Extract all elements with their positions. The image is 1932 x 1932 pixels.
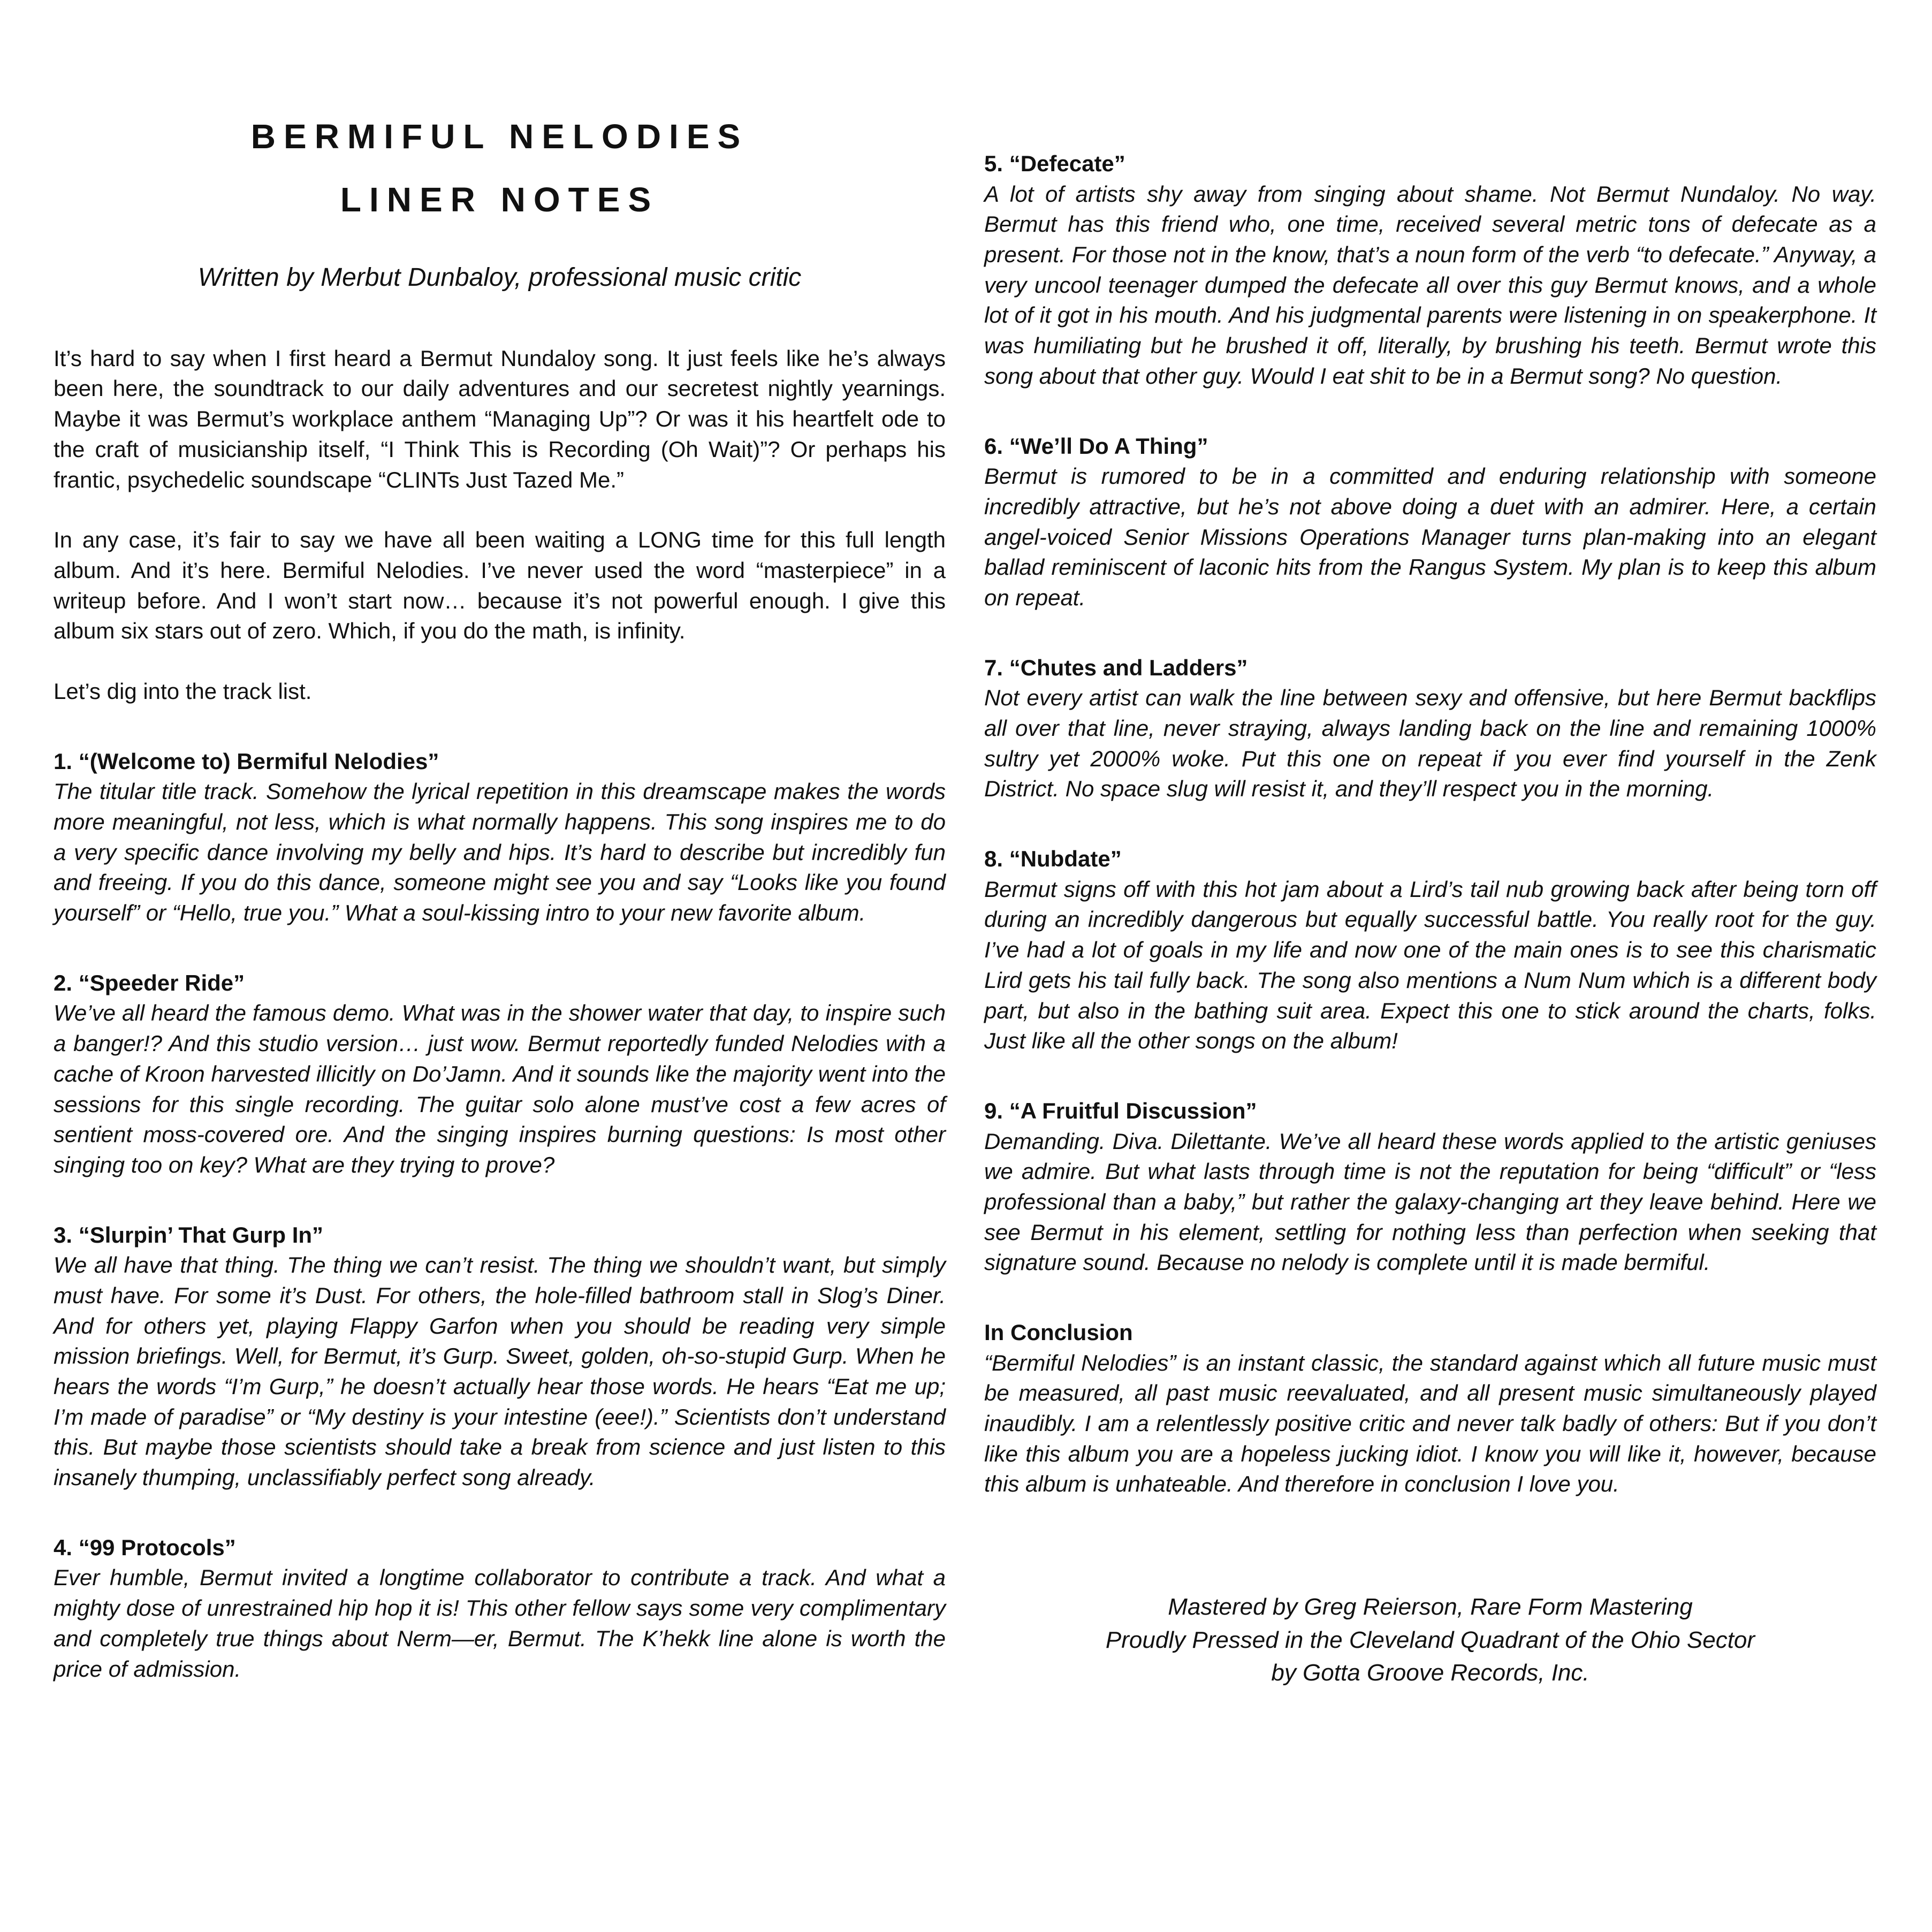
track-section-4 [54, 1533, 946, 1684]
conclusion-body: “Bermiful Nelodies” is an instant classic, the standard against which all future music must be measured, all past music reevaluated, and all present music simultaneously played inaudibly. I am a relentlessly positive critic and never talk badly of others: But if you don’t like this album you are a hopeless jucking idiot. I know you will like it, however, because this album is unhateable. And therefore in conclusion I love you. [984, 1350, 1876, 1497]
track-heading-7: 7. “Chutes and Ladders” [984, 655, 1248, 680]
album-title-line2: LINER NOTES [340, 180, 659, 219]
track-heading-1: 1. “(Welcome to) Bermiful Nelodies” [54, 748, 439, 774]
intro-paragraph-3: Let’s dig into the track list. [54, 678, 312, 704]
conclusion-heading: In Conclusion [984, 1320, 1133, 1345]
track-heading-5: 5. “Defecate” [984, 151, 1125, 176]
track-heading-2: 2. “Speeder Ride” [54, 970, 245, 995]
track-section-7 [984, 653, 1876, 804]
credit-line-2: Proudly Pressed in the Cleveland Quadrant of the Ohio Sector [1105, 1626, 1755, 1653]
track-heading-8: 8. “Nubdate” [984, 846, 1122, 872]
album-title-line1: BERMIFUL NELODIES [250, 117, 749, 156]
album-title [54, 105, 946, 232]
intro-paragraph-1: It’s hard to say when I first heard a Bermut Nundaloy song. It just feels like he’s always been here, the soundtrack to our daily adventures and our secretest nightly yearnings. Maybe it was Bermut’s workplace anthem “Managing Up”? Or was it his heartfelt ode to the craft of musicianship itself, “I Think This is Recording (Oh Wait)”? Or perhaps his frantic, psychedelic soundscape “CLINTs Just Tazed Me.” [54, 345, 946, 492]
track-section-5 [984, 149, 1876, 392]
credit-line-1: Mastered by Greg Reierson, Rare Form Mastering [1168, 1594, 1693, 1621]
track-description-4: Ever humble, Bermut invited a longtime collaborator to contribute a track. And what a mighty dose of unrestrained hip hop it is! This other fellow says some very complimentary and completely true things about Nerm—er, Bermut. The K’hekk line alone is worth the price of admission. [54, 1565, 946, 1682]
intro-paragraph-2: In any case, it’s fair to say we have all been waiting a LONG time for this full length album. And it’s here. Bermiful Nelodies. I’ve never used the word “masterpiece” in a writeup before. And I won’t start now… because it’s not powerful enough. I give this album six stars out of zero. Which, if you do the math, is infinity. [54, 527, 946, 644]
track-description-5: A lot of artists shy away from singing about shame. Not Bermut Nundaloy. No way. Bermut has this friend who, one time, received several metric tons of defecate as a present. For those not in the know, that’s a noun form of the verb “to defecate.” Anyway, a very uncool teenager dumped the defecate all over this guy Bermut knows, and a whole lot of it got in his mouth. And his judgmental parents were listening in on speakerphone. It was humiliating but he brushed it off, literally, by brushing his teeth. Bermut wrote this song about that other guy. Would I eat shit to be in a Bermut song? No question. [984, 181, 1876, 389]
track-description-6: Bermut is rumored to be in a committed and enduring relationship with someone incredibly attractive, but he’s not above doing a duet with an admirer. Here, a certain angel-voiced Senior Missions Operations Manager turns plan-making into an elegant ballad reminiscent of laconic hits from the Rangus System. My plan is to keep this album on repeat. [984, 463, 1876, 610]
credit-line-3: by Gotta Groove Records, Inc. [1271, 1660, 1589, 1686]
track-section-3 [54, 1220, 946, 1493]
right-column [984, 105, 1876, 1911]
track-heading-6: 6. “We’ll Do A Thing” [984, 433, 1208, 459]
track-section-2 [54, 968, 946, 1181]
mastering-credits [984, 1591, 1876, 1690]
track-section-9 [984, 1096, 1876, 1278]
track-description-2: We’ve all heard the famous demo. What was in the shower water that day, to inspire such a banger!? And this studio version… just wow. Bermut reportedly funded Nelodies with a cache of Kroon harvested illicitly on Do’Jamn. And it sounds like the majority went into the sessions for this single recording. The guitar solo alone must’ve cost a few acres of sentient moss-covered ore. And the singing inspires burning questions: Is most other singing too on key? What are they trying to prove? [54, 1000, 946, 1177]
track-section-6 [984, 431, 1876, 613]
track-description-9: Demanding. Diva. Dilettante. We’ve all heard these words applied to the artistic geniuses we admire. But what lasts through time is not the reputation for being “difficult” or “less professional than a baby,” but rather the galaxy-changing art they leave behind. Here we see Bermut in his element, settling for nothing less than perfection when seeking that signature sound. Because no nelody is complete until it is made bermiful. [984, 1128, 1876, 1275]
track-heading-4: 4. “99 Protocols” [54, 1534, 236, 1560]
track-description-1: The titular title track. Somehow the lyrical repetition in this dreamscape makes the words more meaningful, not less, which is what normally happens. This song inspires me to do a very specific dance involving my belly and hips. It’s hard to describe but incredibly fun and freeing. If you do this dance, someone might see you and say “Looks like you found yourself” or “Hello, true you.” What a soul-kissing intro to your new favorite album. [54, 779, 946, 926]
track-heading-3: 3. “Slurpin’ That Gurp In” [54, 1222, 324, 1248]
track-description-3: We all have that thing. The thing we can’t resist. The thing we shouldn’t want, but simply must have. For some it’s Dust. For others, the hole-filled bathroom stall in Slog’s Diner. And for others yet, playing Flappy Garfon when you should be reading very simple mission briefings. Well, for Bermut, it’s Gurp. Sweet, golden, oh-so-stupid Gurp. When he hears the words “I’m Gurp,” he doesn’t actually hear those words. He hears “Eat me up; I’m made of paradise” or “My destiny is your intestine (eee!).” Scientists don’t understand this. But maybe those scientists should take a break from science and just listen to this insanely thumping, unclassifiably perfect song already. [54, 1252, 946, 1490]
track-heading-9: 9. “A Fruitful Discussion” [984, 1098, 1257, 1123]
track-section-8 [984, 844, 1876, 1056]
track-section-1 [54, 747, 946, 929]
track-description-8: Bermut signs off with this hot jam about a Lird’s tail nub growing back after being torn off during an incredibly dangerous but equally successful battle. You really root for the guy. I’ve had a lot of goals in my life and now one of the main ones is to see this charismatic Lird gets his tail fully back. The song also mentions a Num Num which is a different body part, but also in the bathing suit area. Expect this one to stick around the charts, folks. Just like all the other songs on the album! [984, 876, 1876, 1054]
byline: Written by Merbut Dunbaloy, professional music critic [197, 263, 802, 292]
conclusion-section [984, 1318, 1876, 1500]
left-column [54, 105, 946, 1911]
track-description-7: Not every artist can walk the line between sexy and offensive, but here Bermut backflips all over that line, never straying, always landing back on the line and remaining 1000% sultry yet 2000% woke. Put this one on repeat if you ever find yourself in the Zenk District. No space slug will resist it, and they’ll respect you in the morning. [984, 685, 1876, 802]
